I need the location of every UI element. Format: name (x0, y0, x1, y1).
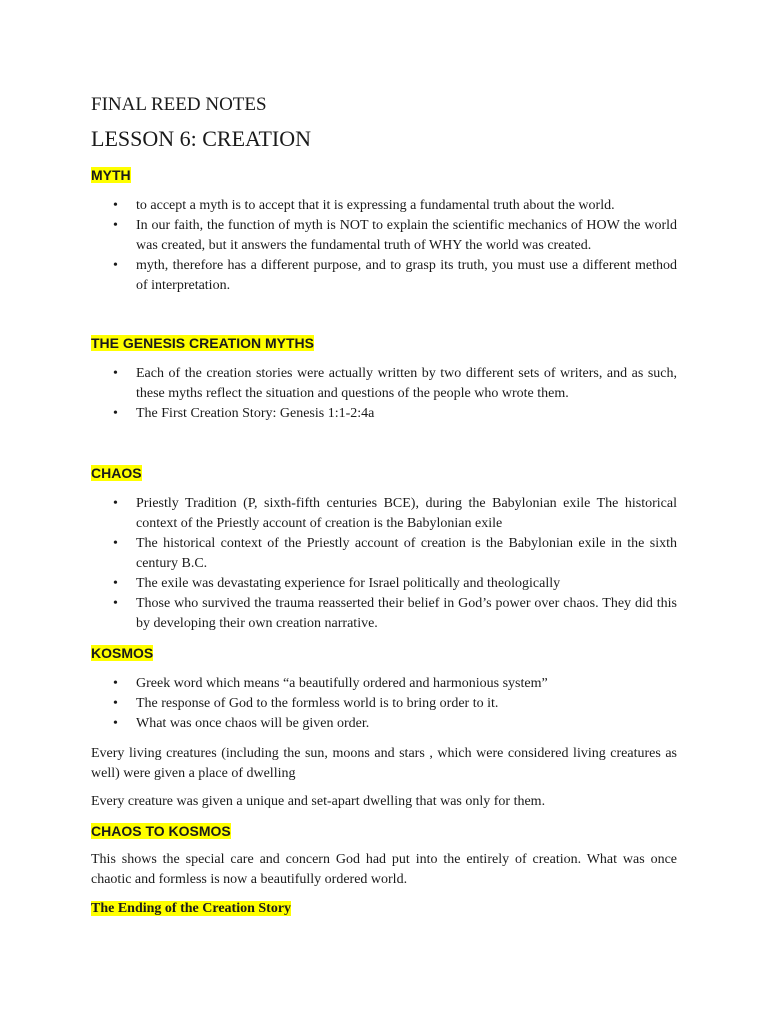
list-item: • The exile was devastating experience for Israel politically and theologically (91, 574, 677, 594)
section-chaos-to-kosmos (91, 822, 677, 890)
section-heading-chaos: CHAOS (91, 465, 142, 481)
list-item: • What was once chaos will be given order. (91, 714, 677, 734)
list-item: • The historical context of the Priestly account of creation is the Babylonian exile in the sixth century B.C. (91, 534, 677, 574)
paragraph-set-apart: Every creature was given a unique and set-apart dwelling that was only for them. (91, 794, 546, 809)
section-genesis (91, 334, 677, 424)
document-title: FINAL REED NOTES (91, 94, 267, 115)
list-item: • myth, therefore has a different purpose, and to grasp its truth, you must use a different method of interpretation. (91, 256, 677, 296)
section-heading-chaos-to-kosmos: CHAOS TO KOSMOS (91, 823, 231, 839)
bullet-list-genesis (91, 364, 677, 424)
section-kosmos (91, 644, 677, 812)
paragraph-creation-care: This shows the special care and concern God had put into the entirely of creation. What was once chaotic and formless is now a beautifully ordered world. (91, 852, 677, 887)
list-item: • In our faith, the function of myth is NOT to explain the scientific mechanics of HOW the world was created, but it answers the fundamental truth of WHY the world was created. (91, 216, 677, 256)
section-chaos (91, 464, 677, 634)
list-item: • Each of the creation stories were actually written by two different sets of writers, and as such, these myths reflect the situation and questions of the people who wrote them. (91, 364, 677, 404)
list-item: • Greek word which means “a beautifully ordered and harmonious system” (91, 674, 677, 694)
bullet-list-chaos (91, 494, 677, 634)
lesson-title: LESSON 6: CREATION (91, 126, 312, 151)
section-ending (91, 900, 677, 918)
section-heading-kosmos: KOSMOS (91, 645, 154, 661)
bullet-list-myth (91, 196, 677, 296)
list-item: • Those who survived the trauma reasserted their belief in God’s power over chaos. They did this by developing their own creation narrative. (91, 594, 677, 634)
paragraph-dwelling: Every living creatures (including the sun, moons and stars , which were considered living creatures as well) were given a place of dwelling (91, 746, 677, 781)
list-item: • The First Creation Story: Genesis 1:1-2:4a (91, 404, 677, 424)
section-myth (91, 166, 677, 296)
section-heading-ending: The Ending of the Creation Story (91, 901, 292, 916)
list-item: • The response of God to the formless world is to bring order to it. (91, 694, 677, 714)
list-item: • to accept a myth is to accept that it is expressing a fundamental truth about the world. (91, 196, 677, 216)
section-heading-myth: MYTH (91, 167, 131, 183)
document-page (91, 92, 677, 918)
bullet-list-kosmos (91, 674, 677, 734)
section-heading-genesis: THE GENESIS CREATION MYTHS (91, 335, 314, 351)
list-item: • Priestly Tradition (P, sixth-fifth centuries BCE), during the Babylonian exile The historical context of the Priestly account of creation is the Babylonian exile (91, 494, 677, 534)
